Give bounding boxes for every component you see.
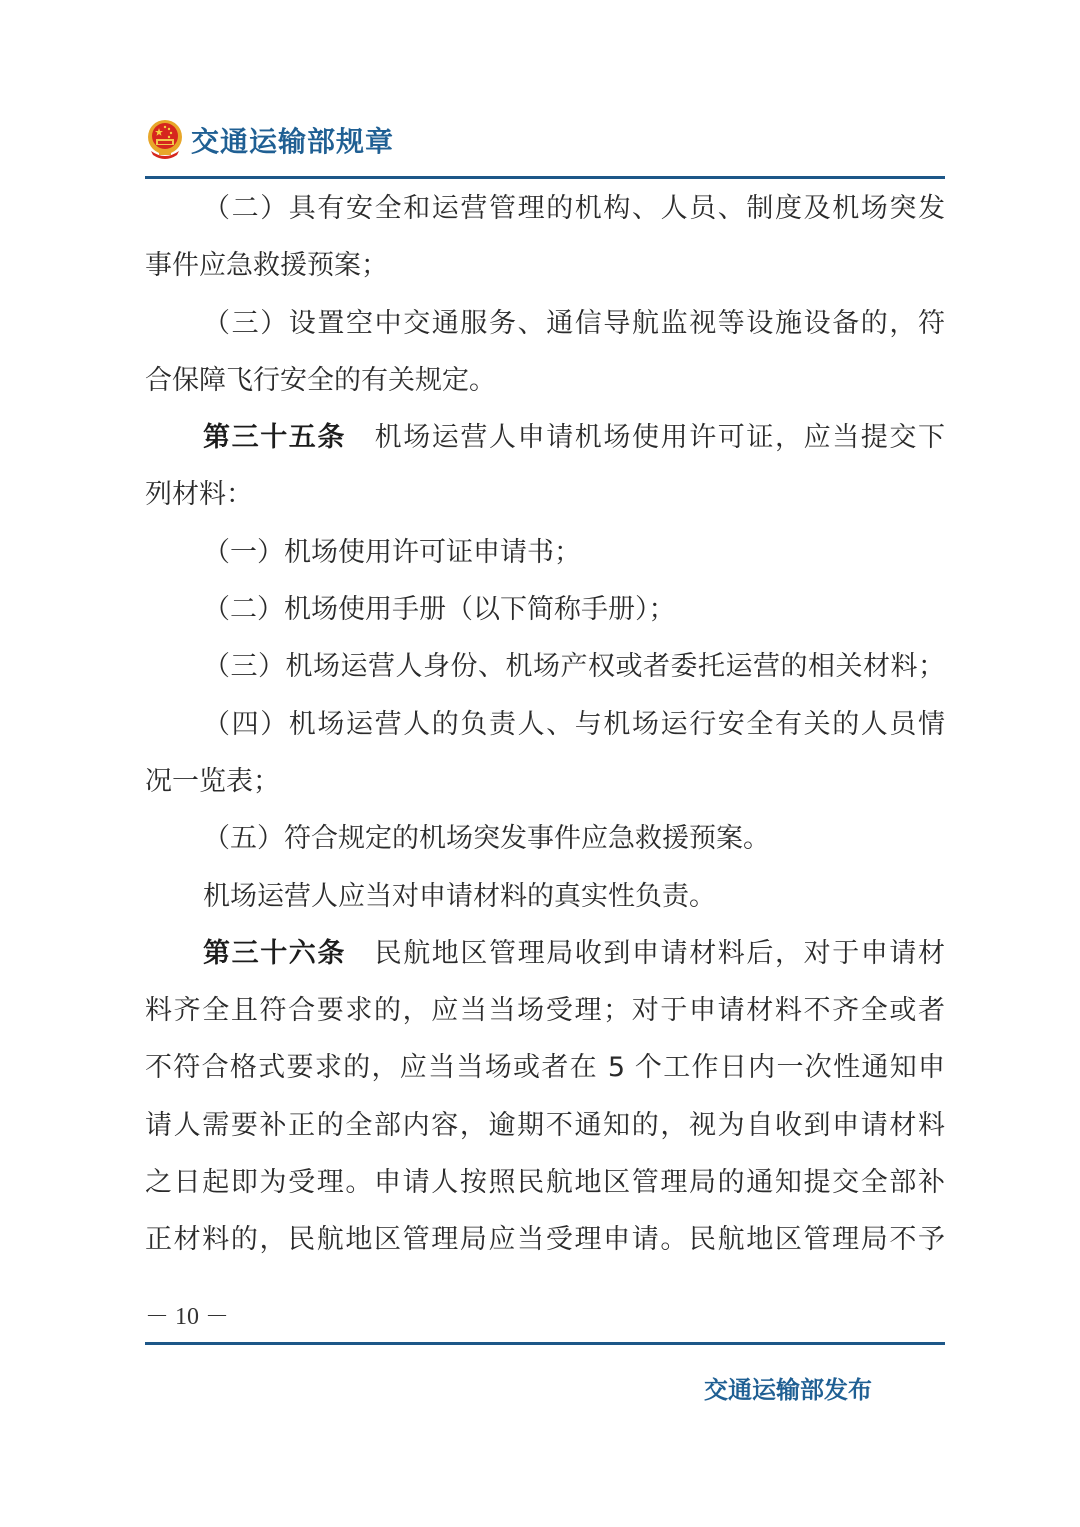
paragraph-line: 机场运营人应当对申请材料的真实性负责。 — [203, 880, 716, 912]
article-35-text: 机场运营人申请机场使用许可证，应当提交下 — [374, 422, 946, 454]
list-item: （二）机场使用手册（以下简称手册）； — [203, 594, 676, 626]
paragraph-line: 之日起即为受理。申请人按照民航地区管理局的通知提交全部补 — [145, 1167, 945, 1199]
list-item: （三）机场运营人身份、机场产权或者委托运营的相关材料； — [203, 651, 945, 683]
paragraph-line: 不符合格式要求的，应当当场或者在 5 个工作日内一次性通知申 — [145, 1052, 945, 1084]
article-35-label: 第三十五条 — [203, 422, 346, 454]
article-36-text: 民航地区管理局收到申请材料后，对于申请材 — [374, 937, 946, 969]
article-36-label: 第三十六条 — [203, 937, 346, 969]
paragraph-line: 事件应急救援预案； — [145, 250, 388, 282]
list-item: （一）机场使用许可证申请书； — [203, 536, 581, 568]
article-35-heading — [145, 409, 945, 466]
paragraph-line: 请人需要补正的全部内容，逾期不通知的，视为自收到申请材料 — [145, 1109, 945, 1141]
paragraph-line: （三）设置空中交通服务、通信导航监视等设施设备的，符 — [203, 307, 945, 339]
article-36-heading — [145, 925, 945, 982]
paragraph-line: 料齐全且符合要求的，应当当场受理；对于申请材料不齐全或者 — [145, 995, 945, 1027]
paragraph-line: 合保障飞行安全的有关规定。 — [145, 364, 496, 396]
paragraph-line: 正材料的，民航地区管理局应当受理申请。民航地区管理局不予 — [145, 1224, 945, 1256]
footer-publisher: 交通运输部发布 — [704, 1376, 872, 1404]
header-title: 交通运输部规章 — [191, 125, 395, 158]
list-item: （四）机场运营人的负责人、与机场运行安全有关的人员情 — [203, 708, 945, 740]
paragraph-line: （二）具有安全和运营管理的机构、人员、制度及机场突发 — [203, 193, 945, 224]
paragraph-line: 列材料： — [145, 479, 253, 511]
header-divider — [145, 176, 945, 179]
page-number: － 10 － — [145, 1304, 229, 1330]
footer-divider — [145, 1342, 945, 1345]
page-header — [145, 116, 394, 164]
paragraph-line: 况一览表； — [145, 765, 280, 797]
national-emblem-icon — [145, 119, 185, 161]
list-item: （五）符合规定的机场突发事件应急救援预案。 — [203, 823, 770, 855]
document-body — [145, 180, 945, 1269]
